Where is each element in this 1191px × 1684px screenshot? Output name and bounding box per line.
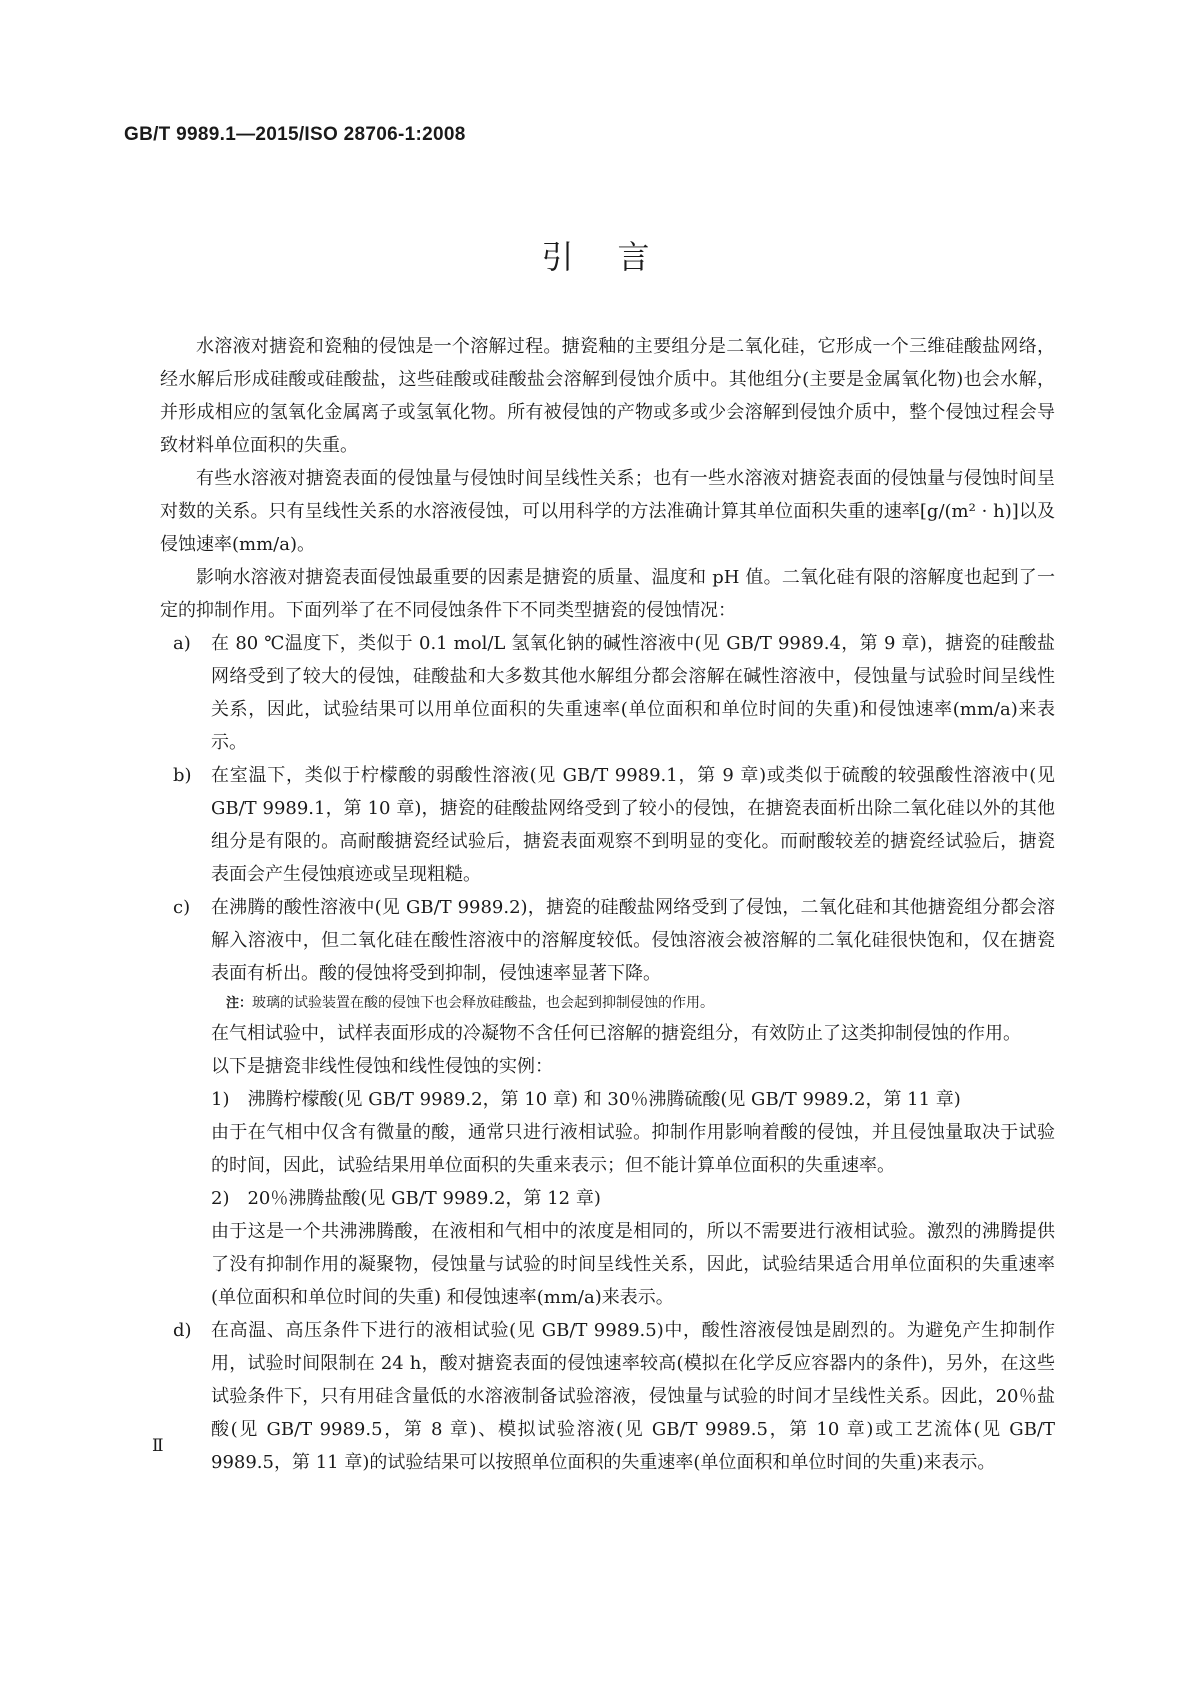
sub-item-2-heading: 2) 20％沸腾盐酸(见 GB/T 9989.2，第 12 章) [211,1188,601,1209]
list-item-a [160,627,1055,759]
sub-item-1-text: 由于在气相中仅含有微量的酸，通常只进行液相试验。抑制作用影响着酸的侵蚀，并且侵蚀量取决于试验的时间，因此，试验结果用单位面积的失重来表示；但不能计算单位面积的失重速率。 [211,1122,1055,1176]
list-item-d [160,1314,1055,1479]
item-c-continuation-1: 在气相试验中，试样表面形成的冷凝物不含任何已溶解的搪瓷组分，有效防止了这类抑制侵蚀的作用。 [211,1023,1021,1044]
page-title: 引言 [541,238,694,276]
paragraph-3: 影响水溶液对搪瓷表面侵蚀最重要的因素是搪瓷的质量、温度和 pH 值。二氧化硅有限的溶解度也起到了一定的抑制作用。下面列举了在不同侵蚀条件下不同类型搪瓷的侵蚀情况： [160,567,1055,621]
list-label-d: d) [173,1320,192,1341]
note [160,990,1055,1017]
list-text-d: 在高温、高压条件下进行的液相试验(见 GB/T 9989.5)中，酸性溶液侵蚀是剧烈的。为避免产生抑制作用，试验时间限制在 24 h，酸对搪瓷表面的侵蚀速率较高(模拟在化学反应容器内的条件)，另外，在这些试验条件下，只有用硅含量低的水溶液制备试验溶液，侵蚀量与试验的时间才呈线性关系。因此，20％盐酸(见 GB/T 9989.5，第 8 章)、模拟试验溶液(见 GB/T 9989.5，第 10 章)或工艺流体(见 GB/T 9989.5，第 11 章)的试验结果可以按照单位面积的失重速率(单位面积和单位时间的失重)来表示。 [211,1320,1055,1473]
note-label: 注： [226,996,253,1011]
list-label-b: b) [173,765,192,786]
list-label-a: a) [173,633,191,654]
sub-item-1-heading: 1) 沸腾柠檬酸(见 GB/T 9989.2，第 10 章) 和 30％沸腾硫酸(见 GB/T 9989.2，第 11 章) [211,1089,961,1110]
list-item-b [160,759,1055,891]
paragraph-2: 有些水溶液对搪瓷表面的侵蚀量与侵蚀时间呈线性关系；也有一些水溶液对搪瓷表面的侵蚀量与侵蚀时间呈对数的关系。只有呈线性关系的水溶液侵蚀，可以用科学的方法准确计算其单位面积失重的速率[g/(m² · h)]以及侵蚀速率(mm/a)。 [160,468,1055,555]
list-text-a: 在 80 ℃温度下，类似于 0.1 mol/L 氢氧化钠的碱性溶液中(见 GB/T 9989.4，第 9 章)，搪瓷的硅酸盐网络受到了较大的侵蚀，硅酸盐和大多数其他水解组分都会溶解在碱性溶液中，侵蚀量与试验时间呈线性关系，因此，试验结果可以用单位面积的失重速率(单位面积和单位时间的失重)和侵蚀速率(mm/a)来表示。 [211,633,1055,753]
sub-item-2-text: 由于这是一个共沸沸腾酸，在液相和气相中的浓度是相同的，所以不需要进行液相试验。激烈的沸腾提供了没有抑制作用的凝聚物，侵蚀量与试验的时间呈线性关系，因此，试验结果适合用单位面积的失重速率(单位面积和单位时间的失重) 和侵蚀速率(mm/a)来表示。 [211,1221,1055,1308]
item-c-continuation-2: 以下是搪瓷非线性侵蚀和线性侵蚀的实例： [211,1056,553,1077]
document-body [160,330,1055,1479]
list-text-b: 在室温下，类似于柠檬酸的弱酸性溶液(见 GB/T 9989.1，第 9 章)或类似于硫酸的较强酸性溶液中(见 GB/T 9989.1，第 10 章)，搪瓷的硅酸盐网络受到了较小的侵蚀，在搪瓷表面析出除二氧化硅以外的其他组分是有限的。高耐酸搪瓷经试验后，搪瓷表面观察不到明显的变化。而耐酸较差的搪瓷经试验后，搪瓷表面会产生侵蚀痕迹或呈现粗糙。 [211,765,1055,885]
note-text: 玻璃的试验装置在酸的侵蚀下也会释放硅酸盐，也会起到抑制侵蚀的作用。 [252,995,715,1011]
list-label-c: c) [173,897,191,918]
standard-code: GB/T 9989.1—2015/ISO 28706-1:2008 [124,124,466,145]
page-number: Ⅱ [152,1436,164,1456]
list-item-c [160,891,1055,990]
list-text-c: 在沸腾的酸性溶液中(见 GB/T 9989.2)，搪瓷的硅酸盐网络受到了侵蚀，二氧化硅和其他搪瓷组分都会溶解入溶液中，但二氧化硅在酸性溶液中的溶解度较低。侵蚀溶液会被溶解的二氧化硅很快饱和，仅在搪瓷表面有析出。酸的侵蚀将受到抑制，侵蚀速率显著下降。 [211,897,1055,984]
paragraph-1: 水溶液对搪瓷和瓷釉的侵蚀是一个溶解过程。搪瓷釉的主要组分是二氧化硅，它形成一个三维硅酸盐网络，经水解后形成硅酸或硅酸盐，这些硅酸或硅酸盐会溶解到侵蚀介质中。其他组分(主要是金属氧化物)也会水解，并形成相应的氢氧化金属离子或氢氧化物。所有被侵蚀的产物或多或少会溶解到侵蚀介质中，整个侵蚀过程会导致材料单位面积的失重。 [160,336,1055,456]
